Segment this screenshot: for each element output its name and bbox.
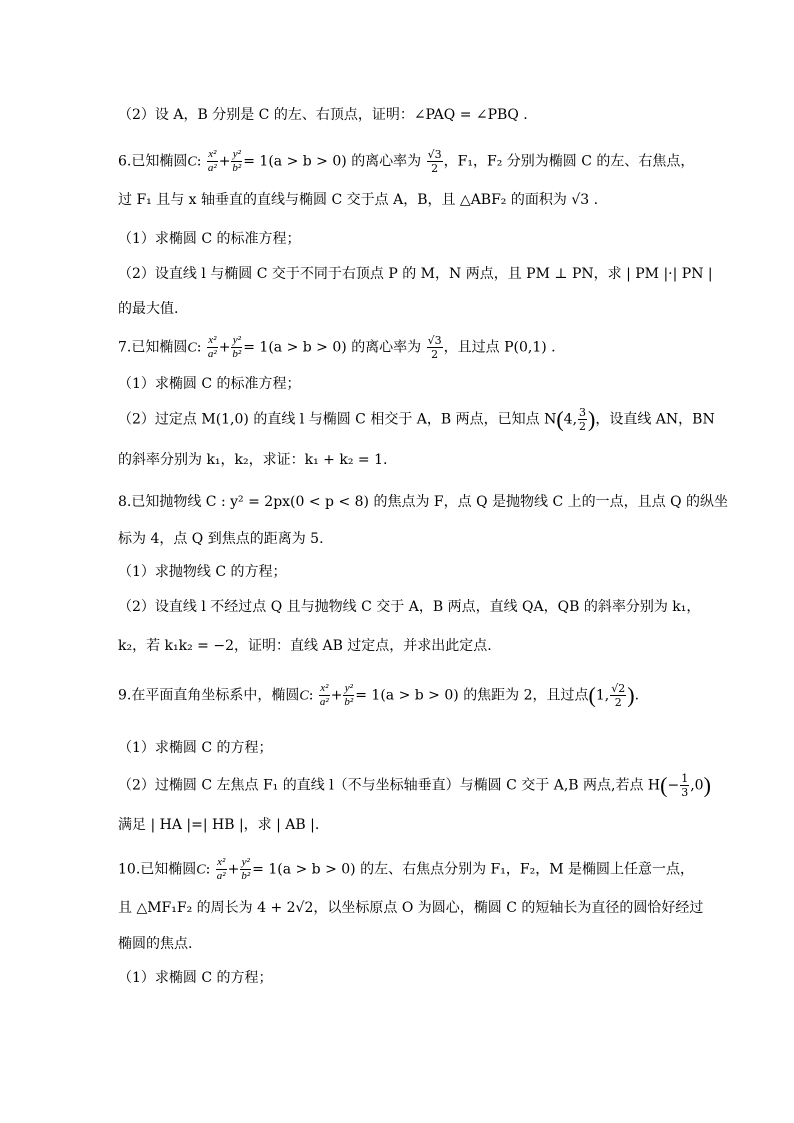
- q7-part1: （1）求椭圆 C 的标准方程；: [118, 376, 301, 392]
- point-n-fraction: [578, 406, 587, 433]
- q9-part2-lead: （2）过椭圆 C 左焦点 F₁ 的直线 l（不与坐标轴垂直）与椭圆 C 交于 A,B 两点,若点 H: [118, 777, 661, 794]
- q9-mid: 的焦距为 2，且过点: [463, 687, 589, 704]
- eq-rhs: = 1(a > b > 0): [355, 687, 459, 704]
- ellipse-name: C: [187, 340, 197, 356]
- paren-close: ): [627, 682, 635, 708]
- point-n-x: 4,: [563, 411, 578, 428]
- q6-part2-cont: 的最大值.: [118, 301, 179, 317]
- ecc-fraction: [427, 334, 443, 361]
- q7-ecc-label: 的离心率为: [351, 339, 422, 356]
- frac-den: b²: [344, 696, 354, 708]
- h-sign: −: [667, 777, 680, 794]
- frac-den: 2: [610, 695, 626, 709]
- paren-close: ): [703, 772, 711, 798]
- ellipse-name: C: [187, 154, 197, 170]
- frac-den: a²: [207, 162, 217, 174]
- frac-den: a²: [216, 870, 226, 882]
- q7-line1: 7.已知椭圆C: $\frac{\text{x²}}{\text{a²}}$ + $\frac{\text{y²}}{\text{b²}}$ = 1(a > b > 0) 的离心率为 $\frac{√3}{2}$ ，且过点 P(0,1) .: [118, 334, 556, 361]
- point-fraction: [610, 682, 626, 709]
- q9-part2: [118, 772, 711, 799]
- q10-line1-tail: 的左、右焦点分别为 F₁，F₂，M 是椭圆上任意一点，: [360, 861, 694, 878]
- frac-den: 2: [427, 347, 443, 361]
- q10-line3: 椭圆的焦点.: [118, 936, 193, 952]
- eq-rhs: = 1(a > b > 0): [243, 153, 347, 170]
- q7-part2-tail: ，设直线 AN，BN: [595, 411, 715, 428]
- q8-line2: 标为 4，点 Q 到焦点的距离为 5.: [118, 531, 324, 547]
- frac-num: √3: [427, 148, 442, 161]
- frac-num: y²: [232, 334, 241, 346]
- ecc-fraction: [427, 148, 443, 175]
- frac-num: y²: [241, 856, 250, 868]
- frac-num: y²: [232, 148, 241, 160]
- point-x: 1,: [595, 687, 610, 704]
- q6-lead: 6.已知椭圆: [118, 153, 188, 170]
- q10-part1: （1）求椭圆 C 的方程；: [118, 970, 273, 986]
- q6-line1: 6.已知椭圆C: $\frac{\text{x²}}{\text{a²}}$ + $\frac{\text{y²}}{\text{b²}}$ = 1(a > b > 0) 的离心率为 $\frac{√3}{2}$ ，F₁，F₂ 分别为椭圆 C 的左、右焦点，: [118, 148, 695, 175]
- h-tail: ,0: [690, 777, 704, 794]
- q9-lead: 9.在平面直角坐标系中，椭圆: [118, 687, 300, 704]
- q7-line1-tail: ，且过点 P(0,1) .: [443, 339, 556, 356]
- q9-line1-end: .: [634, 687, 640, 704]
- paren-open: (: [660, 772, 668, 798]
- paren-close: ): [588, 406, 596, 432]
- ellipse-name: C: [299, 688, 309, 704]
- frac-num: x²: [208, 148, 217, 160]
- frac-x2-a2: [319, 682, 330, 709]
- frac-num: 1: [681, 772, 689, 785]
- q9-part2-cont: 满足 | HA |=| HB |，求 | AB |.: [118, 817, 320, 833]
- frac-num: x²: [320, 682, 329, 694]
- frac-y2-b2: [231, 148, 242, 175]
- frac-den: a²: [207, 348, 217, 360]
- frac-x2-a2: [216, 856, 227, 883]
- q7-part2-lead: （2）过定点 M(1,0) 的直线 l 与椭圆 C 相交于 A，B 两点，已知点 N: [118, 411, 557, 428]
- q6-line2: 过 F₁ 且与 x 轴垂直的直线与椭圆 C 交于点 A，B，且 △ABF₂ 的面积为 √3 .: [118, 192, 599, 208]
- q5-part2: （2）设 A，B 分别是 C 的左、右顶点，证明：∠PAQ = ∠PBQ .: [118, 107, 528, 123]
- q7-part2-cont: 的斜率分别为 k₁，k₂，求证：k₁ + k₂ = 1.: [118, 452, 388, 468]
- q8-part2-cont: k₂，若 k₁k₂ = −2，证明：直线 AB 过定点，并求出此定点.: [118, 638, 492, 654]
- frac-num: √3: [427, 334, 442, 347]
- q7-lead: 7.已知椭圆: [118, 339, 188, 356]
- q8-part2: （2）设直线 l 不经过点 Q 且与抛物线 C 交于 A，B 两点，直线 QA，QB 的斜率分别为 k₁，: [118, 599, 701, 615]
- paren-open: (: [556, 406, 564, 432]
- frac-num: x²: [217, 856, 226, 868]
- q8-part1: （1）求抛物线 C 的方程；: [118, 564, 287, 580]
- q10-lead: 10.已知椭圆: [118, 861, 197, 878]
- q6-ecc-label: 的离心率为: [351, 153, 422, 170]
- h-fraction: [680, 772, 689, 799]
- frac-den: 3: [681, 786, 689, 799]
- frac-x2-a2: [207, 148, 218, 175]
- frac-den: b²: [232, 348, 242, 360]
- frac-num: y²: [344, 682, 353, 694]
- frac-den: a²: [319, 696, 329, 708]
- eq-rhs: = 1(a > b > 0): [243, 339, 347, 356]
- q10-line2: 且 △MF₁F₂ 的周长为 4 + 2√2，以坐标原点 O 为圆心，椭圆 C 的短轴长为直径的圆恰好经过: [118, 900, 704, 916]
- eq-rhs: = 1(a > b > 0): [252, 861, 356, 878]
- frac-num: 3: [579, 406, 587, 419]
- q6-part2: （2）设直线 l 与椭圆 C 交于不同于右顶点 P 的 M，N 两点，且 PM ⊥ PN，求 | PM |·| PN |: [118, 266, 713, 282]
- q6-line1-tail: ，F₁，F₂ 分别为椭圆 C 的左、右焦点，: [443, 153, 695, 170]
- frac-den: b²: [241, 870, 251, 882]
- frac-den: 2: [427, 161, 443, 175]
- frac-den: b²: [232, 162, 242, 174]
- q10-line1: 10.已知椭圆C: $\frac{\text{x²}}{\text{a²}}$ + $\frac{\text{y²}}{\text{b²}}$ = 1(a > b > 0) 的左、右焦点分别为 F₁，F₂，M 是椭圆上任意一点，: [118, 856, 694, 882]
- q8-line1: 8.已知抛物线 C : y² = 2px(0 < p < 8) 的焦点为 F，点 Q 是抛物线 C 上的一点，且点 Q 的纵坐: [118, 494, 728, 510]
- q7-part2: [118, 406, 715, 433]
- ellipse-name: C: [196, 862, 206, 878]
- q6-part1: （1）求椭圆 C 的标准方程；: [118, 231, 301, 247]
- paren-open: (: [588, 682, 596, 708]
- frac-y2-b2: [343, 682, 354, 709]
- frac-y2-b2: [231, 334, 242, 361]
- q9-part1: （1）求椭圆 C 的方程；: [118, 740, 273, 756]
- frac-num: √2: [611, 682, 626, 695]
- frac-den: 2: [579, 420, 587, 433]
- frac-y2-b2: [240, 856, 251, 883]
- frac-num: x²: [208, 334, 217, 346]
- q9-line1: 9.在平面直角坐标系中，椭圆C: $\frac{\text{x²}}{\text{a²}}$ + $\frac{\text{y²}}{\text{b²}}$ = 1(a > b > 0) 的焦距为 2，且过点(1, $\frac{√2}{2}$ ).: [118, 682, 640, 709]
- frac-x2-a2: [207, 334, 218, 361]
